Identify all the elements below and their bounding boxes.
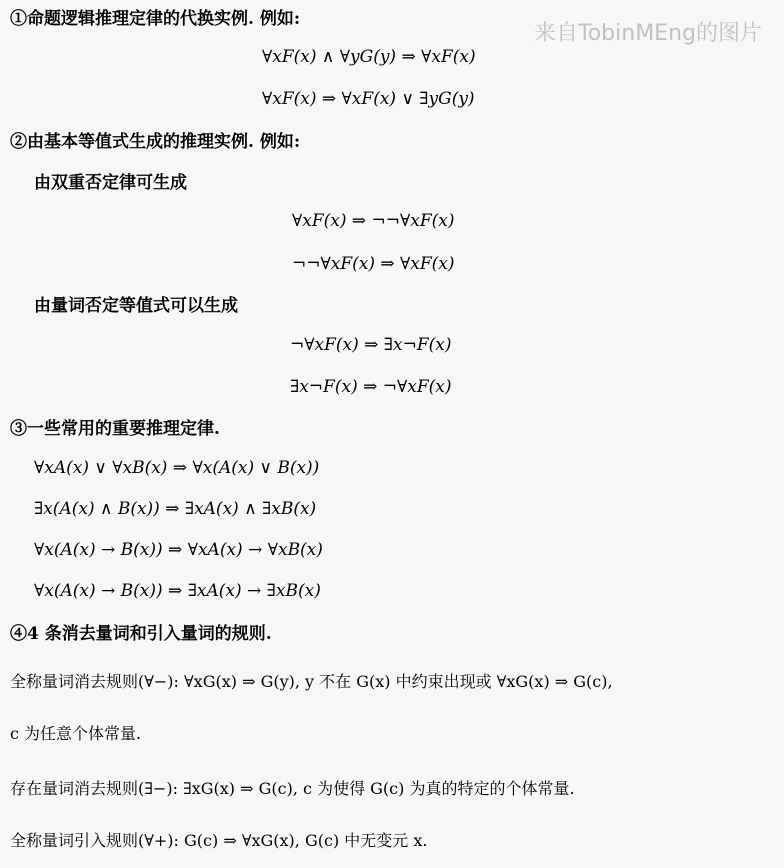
rule-existential-elimination: 存在量词消去规则(∃−): ∃xG(x) ⇒ G(c), c 为使得 G(c) 为真的特定的个体常量. — [10, 779, 575, 798]
formula: ∀xF(x) ⇒ ¬¬∀xF(x) — [292, 211, 455, 231]
formula: ∀xF(x) ⇒ ∀xF(x) ∨ ∃yG(y) — [262, 89, 475, 109]
watermark: 来自TobinMEng的图片 — [534, 21, 762, 46]
formula: ¬¬∀xF(x) ⇒ ∀xF(x) — [292, 254, 455, 274]
rule-universal-introduction: 全称量词引入规则(∀+): G(c) ⇒ ∀xG(x), G(c) 中无变元 x. — [10, 831, 428, 850]
rule-universal-elimination-cont: c 为任意个体常量. — [10, 724, 142, 743]
formula: ¬∀xF(x) ⇒ ∃x¬F(x) — [290, 335, 452, 355]
section-3-heading: ③一些常用的重要推理定律. — [10, 419, 220, 439]
formula: ∃x(A(x) ∧ B(x)) ⇒ ∃xA(x) ∧ ∃xB(x) — [34, 499, 317, 519]
section-4-heading: ④4 条消去量词和引入量词的规则. — [10, 624, 272, 644]
formula: ∀xF(x) ∧ ∀yG(y) ⇒ ∀xF(x) — [262, 47, 476, 67]
subheading: 由量词否定等值式可以生成 — [34, 296, 238, 316]
section-1-heading: ①命题逻辑推理定律的代换实例. 例如: — [10, 9, 301, 29]
formula: ∀xA(x) ∨ ∀xB(x) ⇒ ∀x(A(x) ∨ B(x)) — [34, 458, 320, 478]
section-2-heading: ②由基本等值式生成的推理实例. 例如: — [10, 132, 301, 152]
formula: ∃x¬F(x) ⇒ ¬∀xF(x) — [290, 377, 452, 397]
formula: ∀x(A(x) → B(x)) ⇒ ∀xA(x) → ∀xB(x) — [34, 540, 323, 560]
subheading: 由双重否定律可生成 — [34, 173, 187, 193]
formula: ∀x(A(x) → B(x)) ⇒ ∃xA(x) → ∃xB(x) — [34, 581, 321, 601]
rule-universal-elimination: 全称量词消去规则(∀−): ∀xG(x) ⇒ G(y), y 不在 G(x) 中约束出现或 ∀xG(x) ⇒ G(c), — [10, 672, 613, 691]
